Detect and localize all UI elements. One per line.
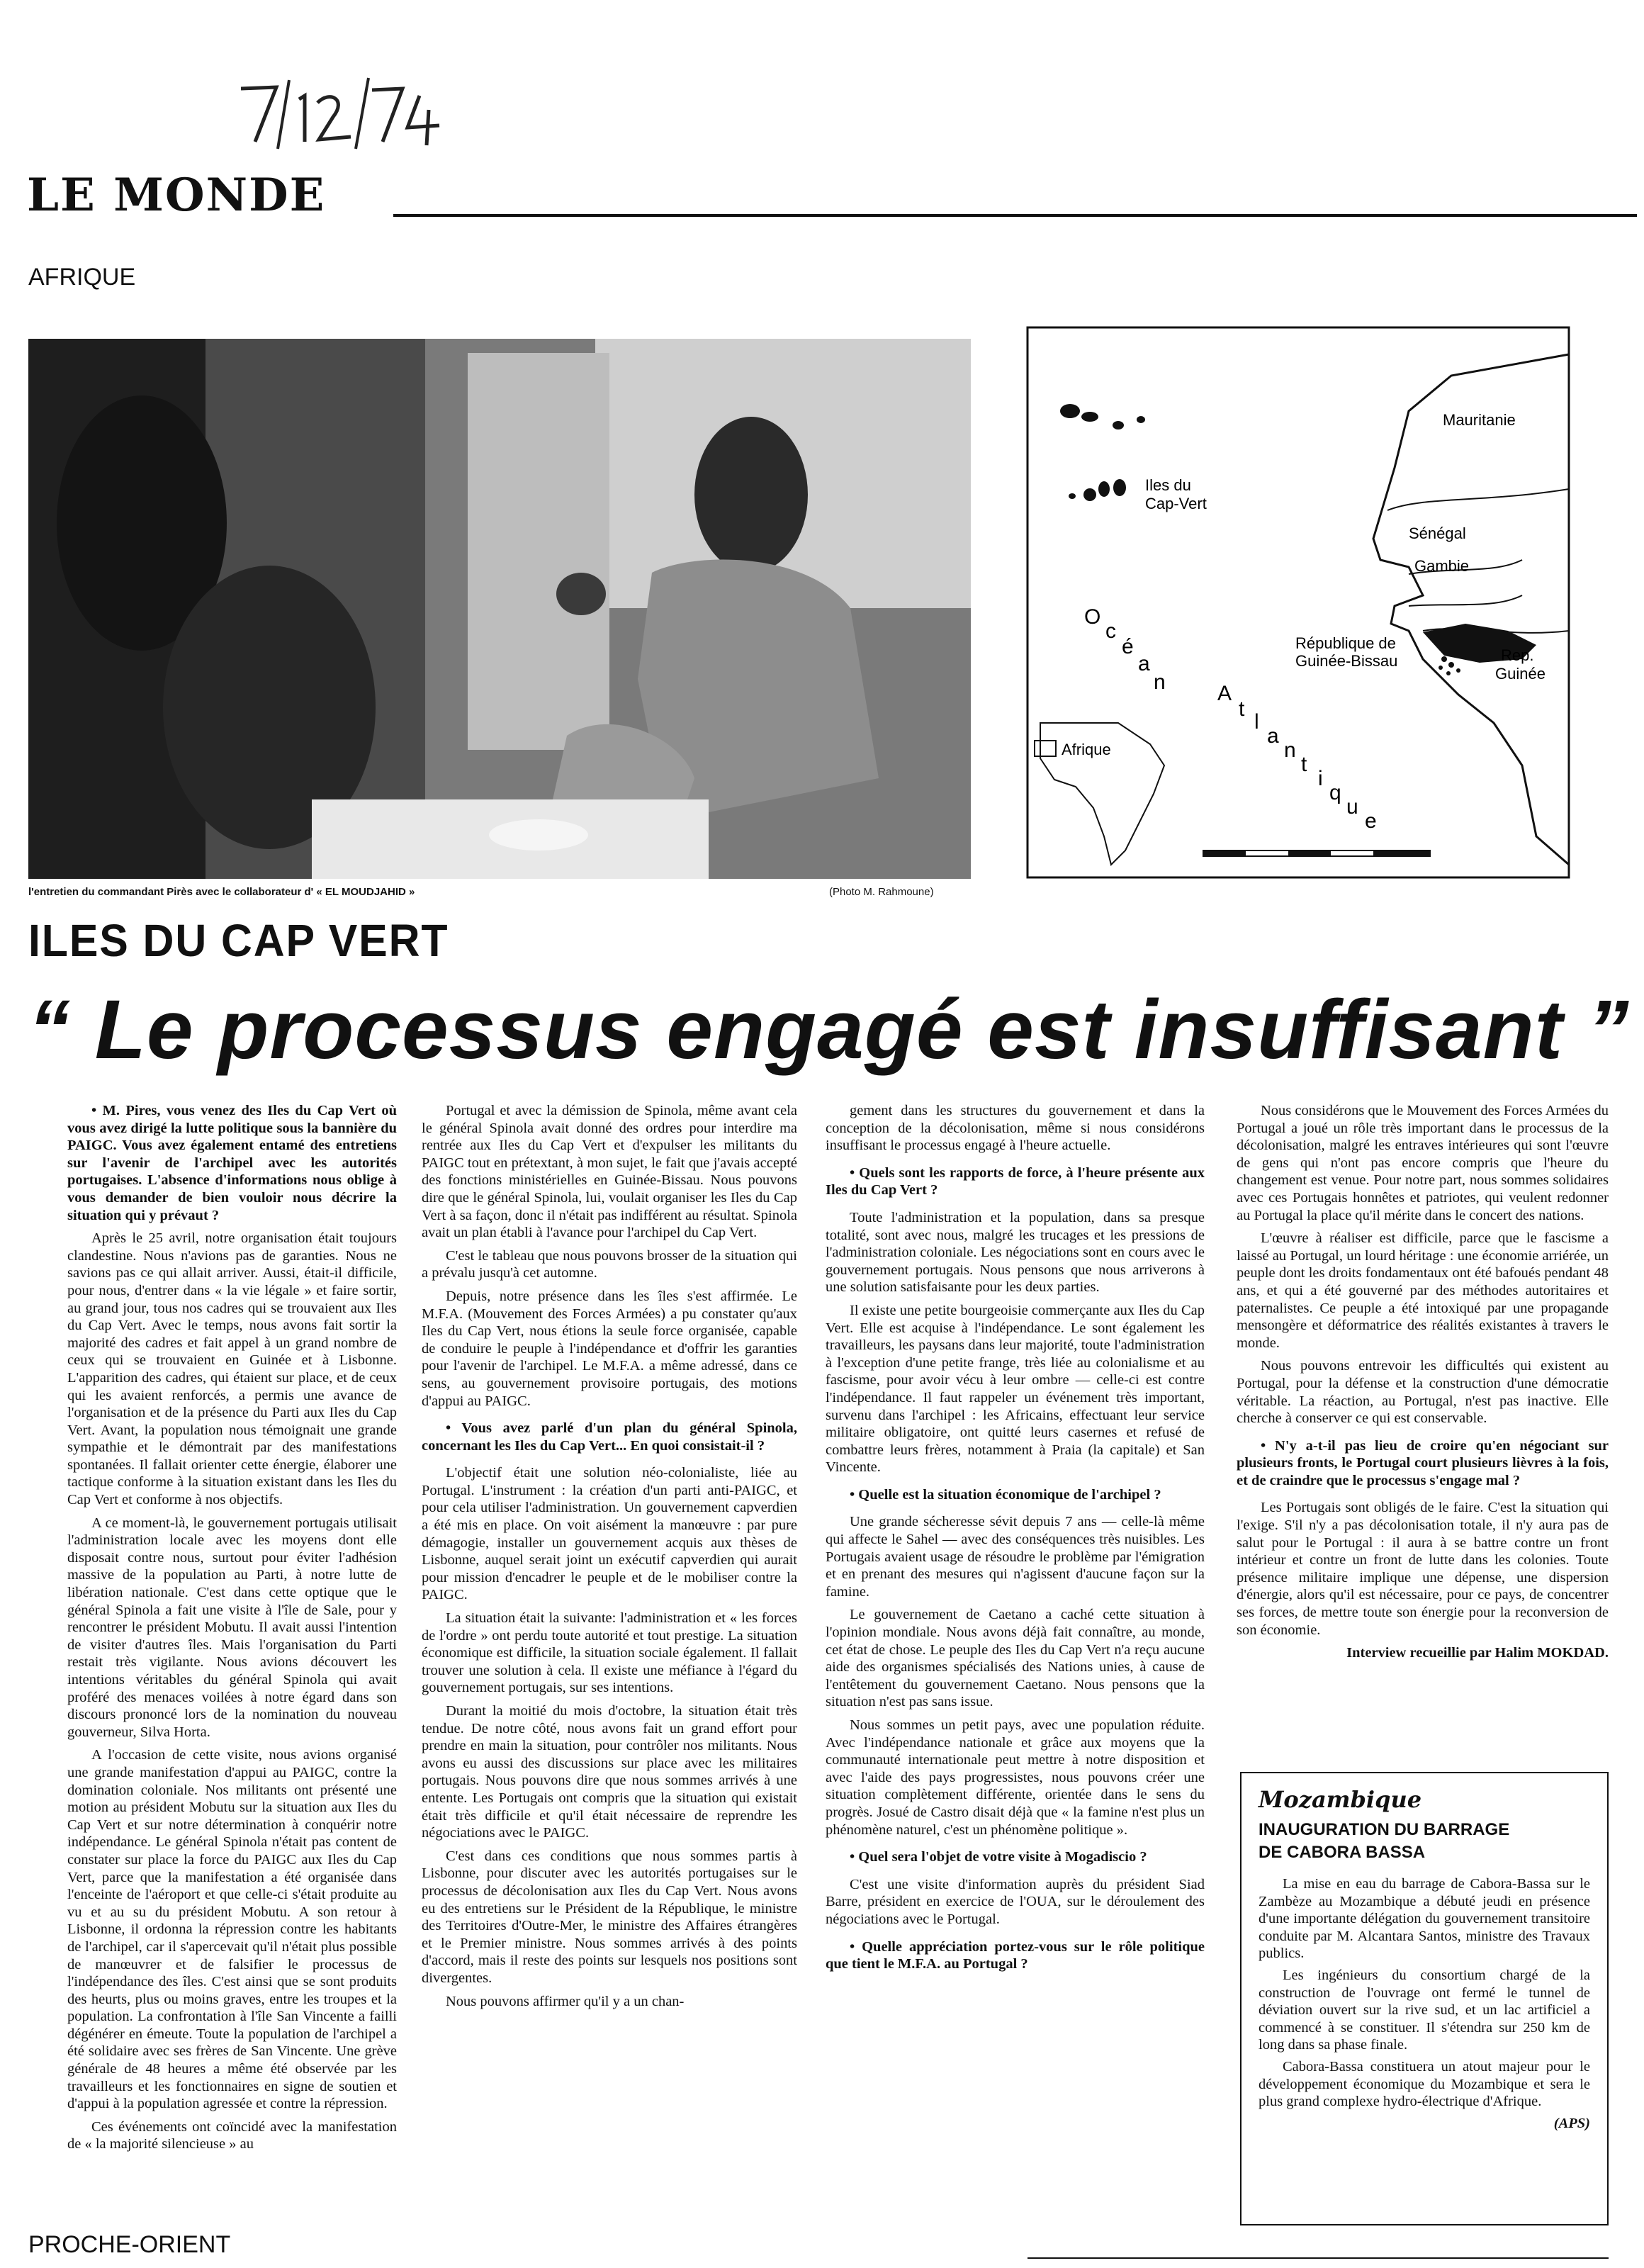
svg-text:u: u [1346,795,1358,819]
map-label-gambie: Gambie [1414,557,1470,575]
kicker: ILES DU CAP VERT [28,915,449,966]
article-paragraph: gement dans les structures du gouvernement et dans la conception de la décolonisation, même si nous considérons insuffisant le processus engagé à l'heure actuelle. [826,1103,1205,1154]
svg-text:a: a [1138,652,1150,675]
article-paragraph: Nous considérons que le Mouvement des Forces Armées du Portugal a joué un rôle très important dans le processus de la décolonisation, malgré les entraves intérieures qui sont l'œuvre de gens qui n'ont pas encore compris que l'heure du changement est venue. Pour notre part, nous sommes solidaires avec ces Portugais honnêtes et patriotes, qui veulent redonner au Portugal la place qu'il mérite dans le concert des nations. [1237,1103,1609,1223]
interview-question: • Vous avez parlé d'un plan du général Spinola, concernant les Iles du Cap Vert... En quoi consistait-il ? [422,1420,797,1454]
map-label-guinee: Guinée [1495,665,1546,683]
article-paragraph: Après le 25 avril, notre organisation était toujours clandestine. Nous n'avions pas de garanties. Nous ne savions pas ce qui allait arriver. Aussi, était-il difficile, pour nous, d'entrer dans « la vie légale » et faire sortir, au grand jour, tous nos cadres qui se trouvaient aux Iles du Cap Vert. Avec le temps, nous avons fait sortir la majorité des cadres et fait appel à un grand nombre de ceux qui se trouvaient en Guinée et à Lisbonne. L'apparition des cadres, qui étaient sur place, et de ceux qui les avaient renforcés, a permis une avance de l'organisation et de la présence du Parti aux Iles du Cap Vert. Avant, la population nous témoignait une grande sympathie et le démontrait par des manifestations spontanées. Il fallait orienter cette énergie, élaborer une tactique conforme à la situation existant dans les Iles du Cap Vert et conforme à nos objectifs. [67,1230,397,1508]
article-paragraph: L'objectif était une solution néo-colonialiste, liée au Portugal. L'instrument : la création d'un parti anti-PAIGC, et pour cela utiliser l'administration. Un gouvernement capverdien a été mis en place. On voit aisément la manœuvre : par pure démagogie, installer un gouvernement acquis aux thèses de Lisbonne, auquel serait joint un exécutif capverdien qui aurait pour mission d'encadrer le peuple et de le mobiliser contre la PAIGC. [422,1465,797,1603]
svg-text:A: A [1217,682,1232,705]
svg-text:O: O [1084,605,1101,629]
svg-text:n: n [1154,670,1166,694]
mozambique-paragraph: La mise en eau du barrage de Cabora-Bassa sur le Zambèze au Mozambique a débuté jeudi en présence d'une importante délégation du gouvernement transitoire conduite par M. Alcantara Santos, ministre des Travaux publics. [1259,1876,1590,1962]
masthead-rule [393,214,1637,217]
article-paragraph: A l'occasion de cette visite, nous avions organisé une grande manifestation d'appui au PAIGC, contre la domination coloniale. Nos militants ont présenté une motion au président Mobutu sur la situation aux Iles du Cap Vert et sur notre détermination à conquérir notre indépendance. Le général Spinola n'était pas content de constater sur place la force du PAIGC aux Iles du Cap Vert, parce que la manifestation a été organisée dans l'enceinte de l'aéroport et que celle-ci s'était produite au vu et au su du président Mobutu. A son retour à Lisbonne, il ordonna la répression contre les habitants de l'archipel, car il s'apercevait qu'il n'était plus possible de manœuvrer et de falsifier le processus de l'indépendance des îles. C'est ainsi que se sont produits des heurts, plus ou moins graves, entre les troupes et la population. La confrontation à l'île San Vincente a failli dégénérer en émeute. Toute la population de l'archipel a été solidaire avec ses frères de San Vincente. Une grève générale de 48 heures a même été observée par les travailleurs et les fonctionnaires en signe de soutien et d'appui à la population agressée et contre la répression. [67,1747,397,2112]
interview-photo [28,339,971,879]
article-paragraph: Le gouvernement de Caetano a caché cette situation à l'opinion mondiale. Nous avons déjà fait connaître, au monde, cet état de chose. Le peuple des Iles du Cap Vert n'a reçu aucune aide des organismes spécialisés des Nations unies, à cause de l'entêtement du gouvernement Caetano. Nous pensons que la situation n'est pas sans issue. [826,1607,1205,1710]
newspaper-name: LE MONDE [27,169,326,222]
svg-text:i: i [1318,767,1323,790]
mozambique-brief [1240,1772,1609,2225]
map-label-cap-vert: Cap-Vert [1145,495,1207,512]
article-paragraph: Portugal et avec la démission de Spinola, même avant cela le général Spinola avait donné des ordres pour interdire ma rentrée aux Iles du Cap Vert et d'expulser les militants du PAIGC tout en prétextant, à mon sujet, le fait que j'avais accepté des fonctions ministérielles en Guinée-Bissau. Nous pouvons dire que le général Spinola, lui, voulait organiser les Iles du Cap Vert à sa façon, donc il n'était pas indifférent au résultat. Spinola avait un plan établi à l'avance pour l'archipel du Cap Vert. [422,1103,797,1241]
svg-text:t: t [1239,697,1245,721]
article-paragraph: Depuis, notre présence dans les îles s'est affirmée. Le M.F.A. (Mouvement des Forces Armées) a pu constater qu'aux Iles du Cap Vert, nous étions la seule force organisée, capable de conduire le peuple à l'indépendance et d'offrir les garanties pour l'avenir de l'archipel. Le M.F.A. a même adressé, dans ce sens, au gouvernement provisoire portugais, des motions d'appui au PAIGC. [422,1288,797,1409]
article-paragraph: Toute l'administration et la population, dans sa presque totalité, sont avec nous, malgré les trucages et les pressions de l'administration coloniale. Les négociations sont en cours avec le gouvernement portugais. Nous pensons que nous arriverons à une solution satisfaisante pour les deux parties. [826,1209,1205,1296]
headline: “ Le processus engagé est insuffisant ” [28,983,1630,1077]
interview-question: • Quelle appréciation portez-vous sur le rôle politique que tient le M.F.A. au Portugal ? [826,1938,1205,1972]
map-label-senegal: Sénégal [1409,524,1466,542]
svg-text:c: c [1105,619,1116,643]
photo-credit: (Photo M. Rahmoune) [829,886,934,898]
interview-question: • Quels sont les rapports de force, à l'heure présente aux Iles du Cap Vert ? [826,1164,1205,1198]
bottom-rule [1028,2257,1609,2259]
article-paragraph: Il existe une petite bourgeoisie commerçante aux Iles du Cap Vert. Elle est acquise à l'indépendance. Le sont également les travailleurs, les paysans dans leur majorité, toute l'administration à l'exception d'une petite frange, très liée au colonialisme et au fascisme, pour avoir vécu à leur ombre — celle-ci est contre l'indépendance. Il faut rappeler un événement très important, survenu dans l'archipel : les Africains, effectuant leur service militaire obligatoire, ont quitté leurs casernes et refusé de combattre leurs frères, notamment à Praia (la capitale) et San Vincente. [826,1302,1205,1476]
article-paragraph: La situation était la suivante: l'administration et « les forces de l'ordre » ont perdu toute autorité et tout prestige. La situation économique est difficile, la situation sociale également. Il fallait trouver une solution à cela. Il existe une méfiance à l'égard du gouvernement portugais, sur ses intentions. [422,1610,797,1696]
map-label-republique: République de [1295,634,1396,652]
mozambique-source: (APS) [1553,2115,1590,2131]
mozambique-title: INAUGURATION DU BARRAGE DE CABORA BASSA [1259,1820,1510,1862]
article-paragraph: L'œuvre à réaliser est difficile, parce que le fascisme a laissé au Portugal, un lourd héritage : une économie arriérée, un peuple dont les droits fondamentaux ont été bafoués pendant 48 ans, et qui a été gouverné par des méthodes autoritaires et paternalistes. Ce peuple a été intoxiqué par une propagande mensongère et déformatrice des réalités existantes à travers le monde. [1237,1230,1609,1351]
interview-question: • Quel sera l'objet de votre visite à Mogadiscio ? [850,1849,1147,1865]
svg-text:n: n [1284,739,1296,762]
svg-text:q: q [1329,781,1341,804]
section-label-bottom: PROCHE-ORIENT [28,2231,231,2258]
handwritten-date [234,74,446,152]
article-paragraph: Les Portugais sont obligés de le faire. C'est la situation qui l'exige. S'il n'y a pas décolonisation totale, il n'y aura pas de salut pour le Portugal : il aura à se battre contre un front intérieur et contre un front de lutte dans les colonies. Toute présence militaire implique une dépense, une dispersion d'énergie, alors qu'il est nécessaire, pour ce pays, de concentrer ses forces, de mettre toute son énergie pour la reconversion de son économie. [1237,1500,1609,1638]
mozambique-paragraph: Cabora-Bassa constituera un atout majeur pour le développement économique du Mozambique et sera le plus grand complexe hydro-électrique d'Afrique. [1259,2058,1590,2110]
svg-text:t: t [1301,753,1307,776]
article-paragraph: Une grande sécheresse sévit depuis 7 ans — celle-là même qui affecte le Sahel — avec des conséquences très nuisibles. Les Portugais avaient usage de résoudre le problème par l'émigration et en prenant des mesures qui n'agissent d'aucune façon sur la famine. [826,1514,1205,1600]
map-label-iles: Iles du [1145,476,1191,494]
article-paragraph: C'est le tableau que nous pouvons brosser de la situation qui a prévalu jusqu'à cet automne. [422,1247,797,1281]
article-paragraph: Durant la moitié du mois d'octobre, la situation était très tendue. De notre côté, nous avons fait un grand effort pour prendre en main la situation, pour contrôler nos militants. Nous avons eu aussi des discussions sur place avec les militaires portugais. Nous pouvons dire que nous sommes arrivés à une entente. Les Portugais ont compris que la situation qui existait était très difficile et qu'il était nécessaire de reprendre les négociations avec le PAIGC. [422,1703,797,1841]
interview-signature: Interview recueillie par Halim MOKDAD. [1346,1645,1609,1661]
article-paragraph: Nous pouvons entrevoir les difficultés qui existent au Portugal, pour la défense et la construction d'une démocratie véritable. La réaction, au Portugal, n'est pas inactive. Elle cherche à conserver ce qui est conservable. [1237,1358,1609,1427]
article-paragraph: A ce moment-là, le gouvernement portugais utilisait l'administration locale avec les moyens dont elle disposait contre nous, surtout pour éviter l'adhésion massive de la population au Parti, à notre lutte de libération nationale. C'est dans cette optique que le général Spinola a fait une visite à l'île de Sale, pour y rencontrer le président Mobutu. Il avait aussi l'intention de visiter d'autres îles. Mais l'organisation du Parti restait très vigilante. Nous avions découvert les intentions véritables du général Spinola qui avait proféré des menaces voilées à notre égard dans son discours prononcé lors de la nomination du nouveau gouverneur, Silva Horta. [67,1515,397,1740]
photo-caption: l'entretien du commandant Pirès avec le collaborateur d' « EL MOUDJAHID » [28,886,415,898]
svg-text:l: l [1254,710,1259,734]
article-paragraph: C'est une visite d'information auprès du président Siad Barre, président en exercice de l'OUA, sur le déroulement des négociations avec le Portugal. [826,1876,1205,1927]
map-label-rep: Rep. [1501,646,1534,664]
interview-question: • Quelle est la situation économique de l'archipel ? [850,1486,1161,1503]
article-column-4 [1237,1102,1609,1668]
svg-text:e: e [1365,809,1377,833]
svg-text:é: é [1122,635,1134,658]
svg-text:Afrique: Afrique [1062,741,1111,758]
map-scale-bar [1203,850,1430,856]
svg-text:a: a [1267,724,1279,748]
map-cap-vert [1026,326,1570,879]
interview-lead: • M. Pires, vous venez des Iles du Cap Vert où vous avez dirigé la lutte politique sous la bannière du PAIGC. Vous avez également entamé des entretiens sur l'avenir de l'archipel avec les autorités portugaises. L'absence d'informations nous oblige à vous demander de bien vouloir nous décrire la situation qui y prévaut ? [67,1103,397,1223]
mozambique-label: Mozambique [1259,1786,1422,1813]
article-column-2 [422,1102,797,2016]
article-column-3 [826,1102,1205,1983]
article-paragraph: Nous sommes un petit pays, avec une population réduite. Avec l'indépendance nationale et grâce aux moyens que la communauté internationale peut mettre à notre disposition et avec l'aide des pays progressistes, nous pouvons créer une situation complètement différente, orientée dans le sens du progrès. Josué de Castro disait déjà que « la famine n'est plus un phénomène naturel, c'est un phénomène politique ». [826,1717,1205,1838]
interview-question: • N'y a-t-il pas lieu de croire qu'en négociant sur plusieurs fronts, le Portugal court plusieurs lièvres à la fois, et de craindre que le processus s'engage mal ? [1237,1437,1609,1488]
article-column-1 [67,1102,397,2159]
section-label-top: AFRIQUE [28,264,136,291]
article-paragraph: Ces événements ont coïncidé avec la manifestation de « la majorité silencieuse » au [67,2118,397,2152]
article-paragraph: Nous pouvons affirmer qu'il y a un chan- [446,1993,685,2009]
mozambique-paragraph: Les ingénieurs du consortium chargé de la construction de l'ouvrage ont fermé le tunnel de déviation ouvert sur la rive sud, et un lac artificiel a commencé à se constituer. Il s'étendra sur 250 km de long dans sa phase finale. [1259,1967,1590,2053]
map-label-guinee-bissau: Guinée-Bissau [1295,652,1398,670]
map-label-mauritanie: Mauritanie [1443,411,1516,429]
article-paragraph: C'est dans ces conditions que nous sommes partis à Lisbonne, pour discuter avec les autorités portugaises sur le processus de décolonisation aux Iles du Cap Vert. Nous avons eu des entretiens sur le Président de la République, le ministre des Territoires d'Outre-Mer, le ministre des Affaires étrangères et le Premier ministre. Nous sommes arrivés à des points d'accord, mais il reste des points sur lesquels nos positions sont divergentes. [422,1848,797,1986]
